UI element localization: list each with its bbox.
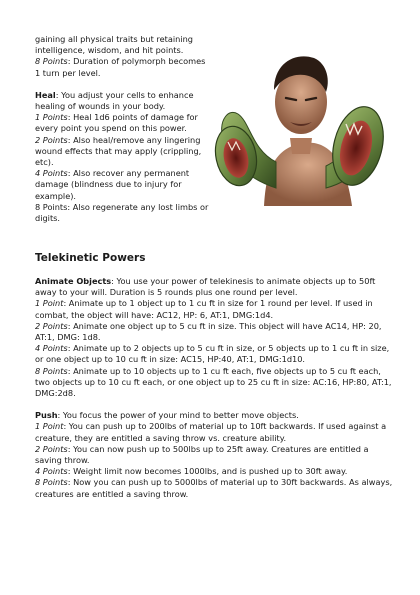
heal-desc: : You adjust your cells to enhance healing of wounds in your body. <box>35 89 194 112</box>
tier-text: : Weight limit now becomes 1000lbs, and is pushed up to 30ft away. <box>67 466 348 477</box>
tier-text: : Also recover any permanent damage (blindness due to injury for example). <box>35 168 190 201</box>
tier-label: 8 Points <box>35 201 68 212</box>
tier-text: : Animate up to 10 objects up to 1 cu ft each, five objects up to 5 cu ft each, two objects up to 10 cu ft each, or one object up to 25 cu ft in size: AC:16, HP:80, AT:1, DMG:2d8. <box>35 365 392 399</box>
push-desc: : You focus the power of your mind to better move objects. <box>57 410 299 421</box>
tier-label: 8 Points <box>35 56 68 67</box>
section-heading: Telekinetic Powers <box>35 252 146 264</box>
top-column <box>35 34 211 224</box>
animate-tier-1 <box>35 298 397 320</box>
tier-text: : Also heal/remove any lingering wound effects that may apply (crippling, etc). <box>35 134 202 168</box>
tier-label: 8 Points <box>35 477 68 488</box>
tier-text: : Heal 1d6 points of damage for every point you spend on this power. <box>35 112 198 134</box>
tier-text: : Animate up to 1 object up to 1 cu ft in size for 1 round per level. If used in combat, the object will have: AC12, HP: 6, AT:1, DMG:1d4. <box>35 298 373 320</box>
tier-label: 2 Points <box>35 134 68 145</box>
push-name: Push <box>35 410 58 421</box>
animate-tier-2 <box>35 321 397 343</box>
polymorph-tier-8 <box>35 56 211 78</box>
heal-tier-2 <box>35 135 211 169</box>
heal-tier-1 <box>35 112 211 134</box>
tier-text: : You can push up to 200lbs of material up to 10ft backwards. If used against a creature, they are entitled a saving throw vs. creature ability. <box>35 421 387 443</box>
tier-label: 4 Points <box>35 343 68 354</box>
tier-label: 1 Points <box>35 112 68 123</box>
tier-label: 2 Points <box>35 320 68 331</box>
polymorph-continuation: gaining all physical traits but retaining intelligence, wisdom, and hit points. <box>35 34 194 56</box>
tier-text: : Duration of polymorph becomes 1 turn per level. <box>35 56 206 78</box>
push-tier-4 <box>35 466 397 477</box>
heal-name: Heal <box>35 89 56 100</box>
heal-tier-8 <box>35 202 211 224</box>
animate-name: Animate Objects <box>35 276 112 286</box>
animate-description <box>35 276 397 298</box>
push-tier-1 <box>35 421 397 443</box>
telekinetic-column <box>35 276 397 500</box>
tier-label: 4 Points <box>35 168 68 179</box>
animate-tier-8 <box>35 366 397 400</box>
push-tier-2 <box>35 444 397 466</box>
heal-description <box>35 90 211 112</box>
serpent-arms-illustration <box>206 38 392 206</box>
tier-label: 8 Points <box>35 365 68 376</box>
animate-tier-4 <box>35 343 397 365</box>
tier-label: 1 Point <box>35 298 64 309</box>
heal-tier-4 <box>35 168 211 202</box>
animate-desc: : You use your power of telekinesis to animate objects up to 50ft away to your will. Duration is 5 rounds plus one round per level. <box>35 276 376 298</box>
push-tier-8 <box>35 477 397 499</box>
tier-label: 4 Points <box>35 466 68 477</box>
tier-text: : You can now push up to 500lbs up to 25ft away. Creatures are entitled a saving throw. <box>35 443 369 466</box>
tier-text: : Also regenerate any lost limbs or digits. <box>35 201 209 224</box>
tier-label: 1 Point <box>35 421 64 432</box>
tier-text: : Now you can push up to 5000lbs of material up to 30ft backwards. As always, creatures are entitled a saving throw. <box>35 477 393 499</box>
tier-text: : Animate one object up to 5 cu ft in size. This object will have AC14, HP: 20, AT:1, DMG: 1d8. <box>35 320 382 343</box>
tier-text: : Animate up to 2 objects up to 5 cu ft in size, or 5 objects up to 1 cu ft in size, or one object up to 10 cu ft in size: AC15, HP:40, AT:1, DMG:1d10. <box>35 343 390 365</box>
push-description <box>35 410 397 421</box>
tier-label: 2 Points <box>35 443 68 454</box>
